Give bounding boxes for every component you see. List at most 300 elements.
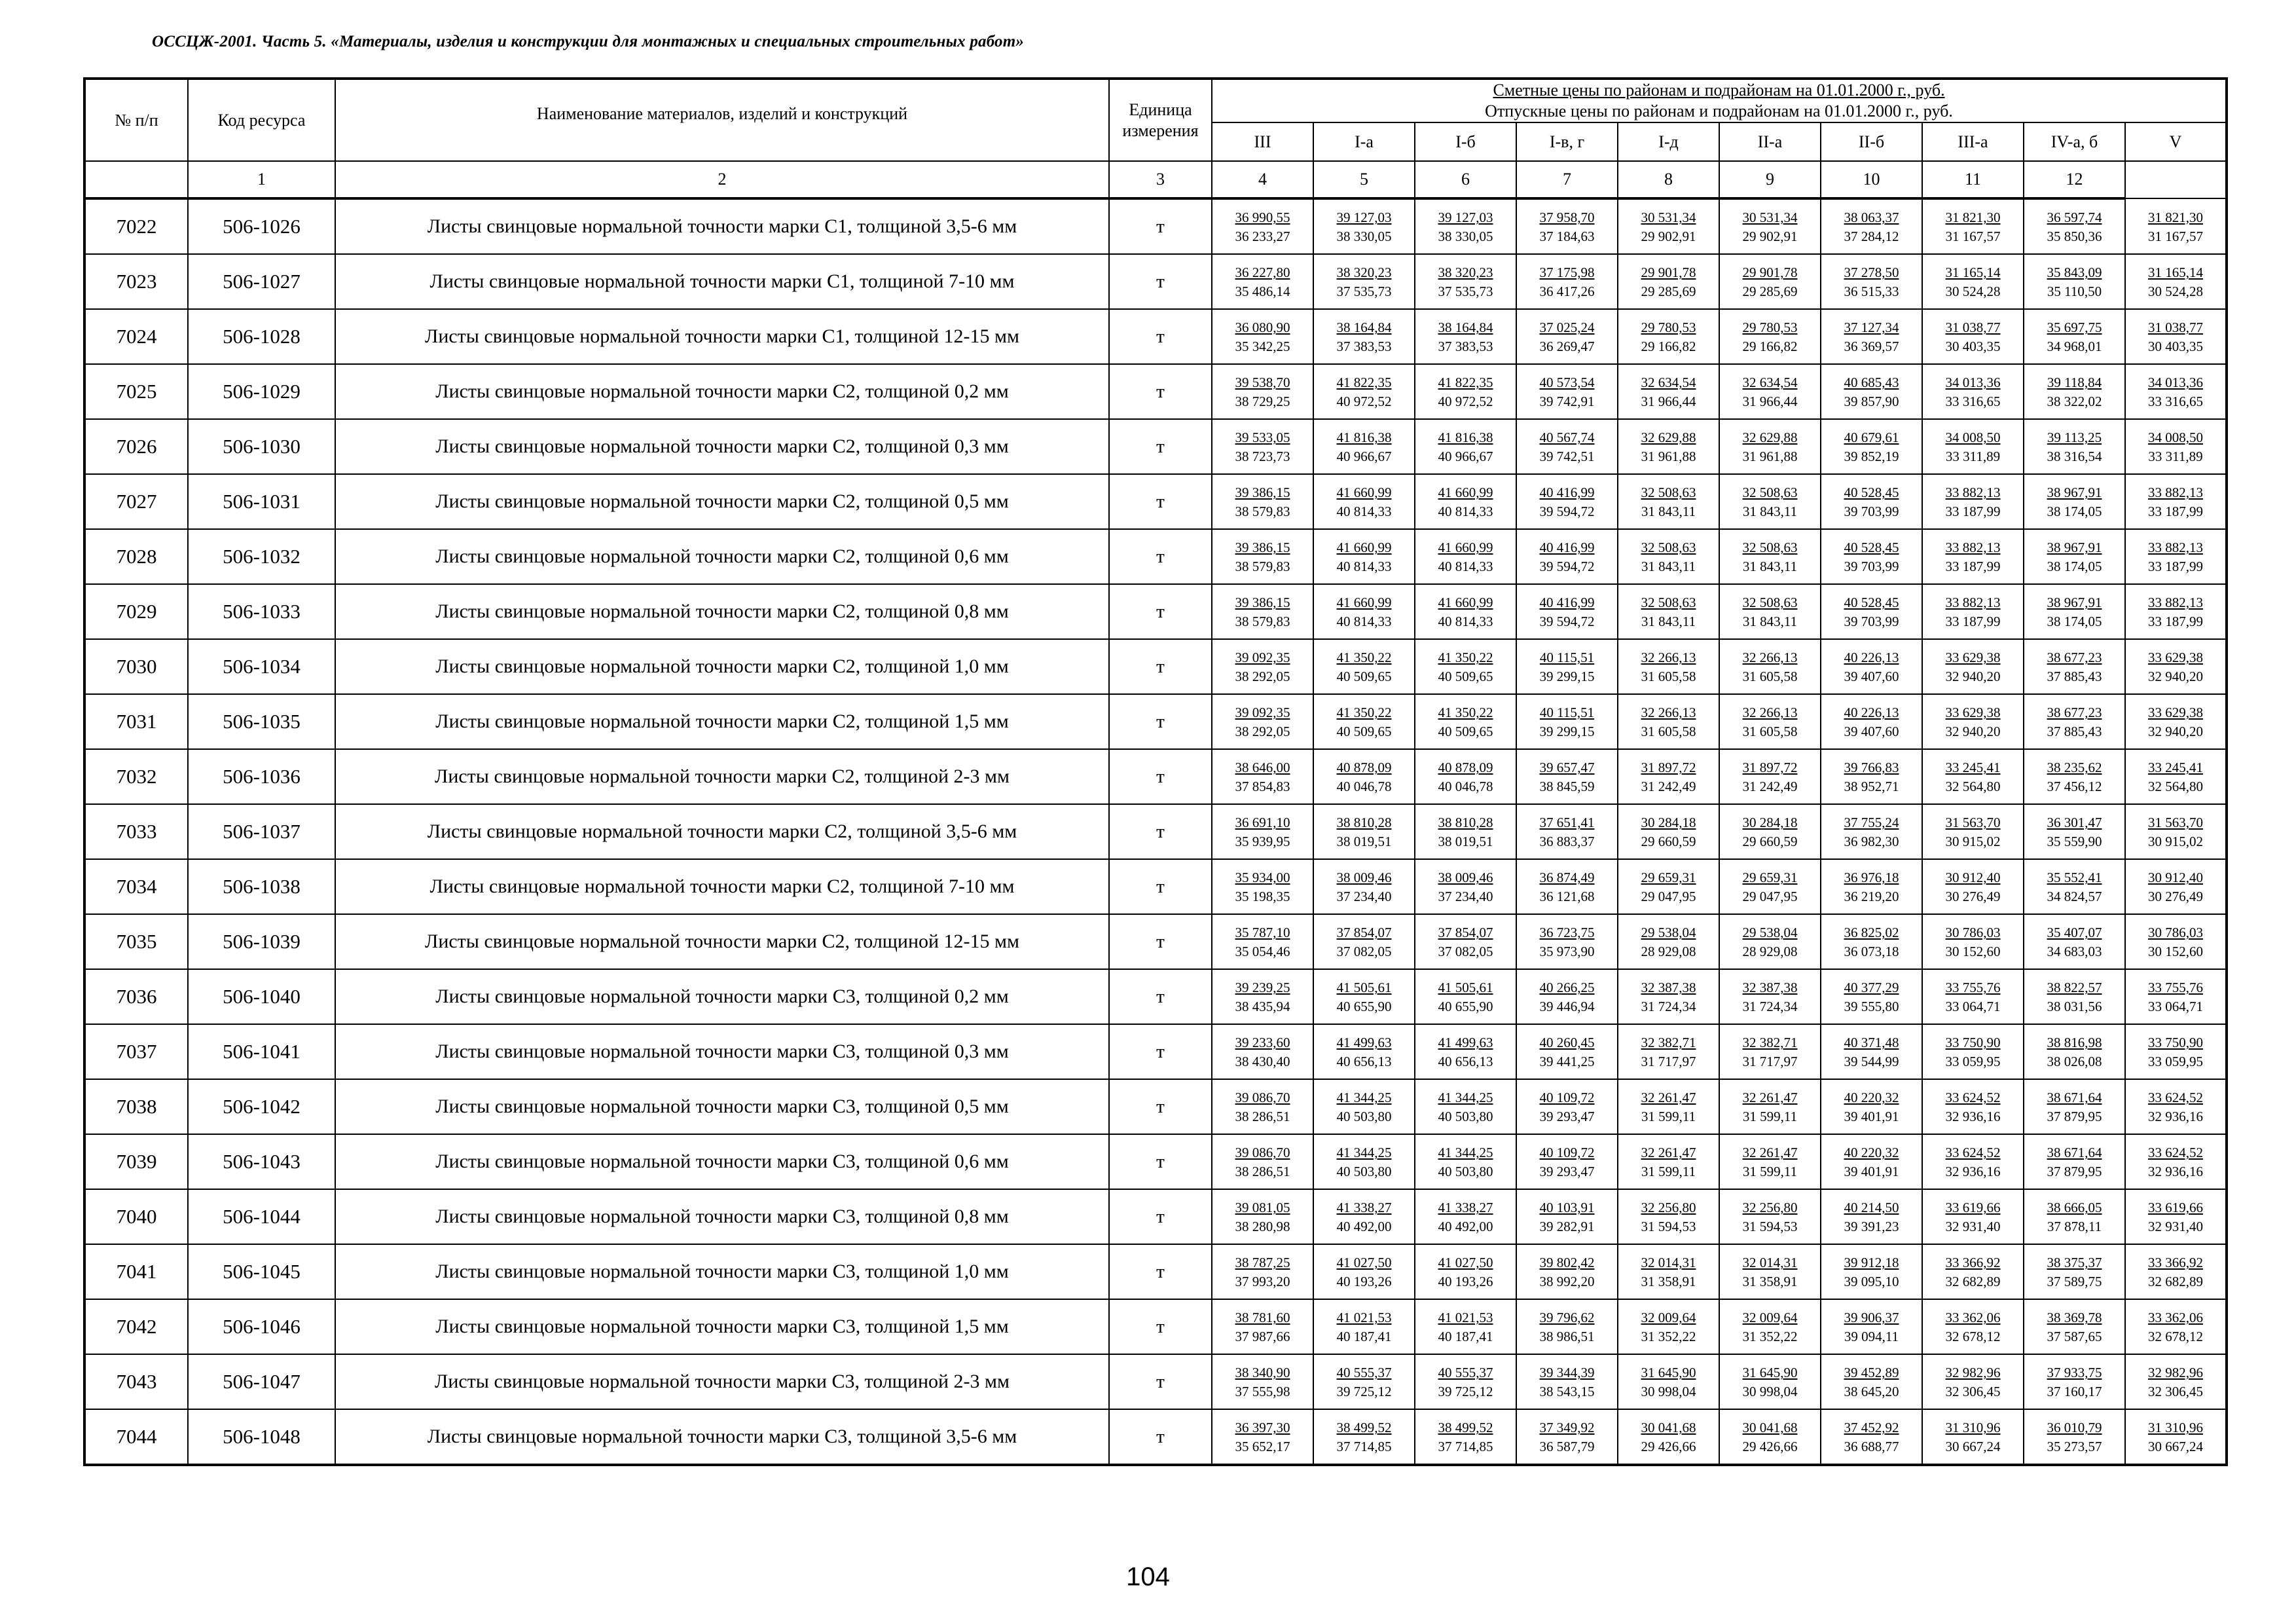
- region-header: III: [1212, 122, 1313, 161]
- header-no: № п/п: [84, 79, 188, 161]
- price-cell: [1415, 749, 1516, 804]
- material-name: Листы свинцовые нормальной точности марки С2, толщиной 7-10 мм: [335, 859, 1109, 914]
- release-price: 31 724,34: [1742, 999, 1798, 1014]
- price-cell: [1821, 1354, 1922, 1409]
- release-price: 40 972,52: [1336, 394, 1392, 409]
- estimate-price: 38 967,91: [2047, 540, 2102, 555]
- price-cell: [1922, 1409, 2024, 1465]
- estimate-price: 41 027,50: [1438, 1255, 1493, 1270]
- release-price: 39 555,80: [1844, 999, 1899, 1014]
- release-price: 37 993,20: [1235, 1274, 1290, 1289]
- estimate-price: 34 008,50: [2148, 430, 2203, 445]
- resource-code: 506-1047: [188, 1354, 335, 1409]
- resource-code: 506-1032: [188, 529, 335, 584]
- price-cell: [1618, 474, 1719, 529]
- price-cell: [1922, 749, 2024, 804]
- estimate-price: 32 508,63: [1742, 595, 1798, 610]
- column-number: 3: [1109, 161, 1212, 198]
- price-cell: [2125, 1354, 2227, 1409]
- release-price: 31 717,97: [1641, 1054, 1696, 1069]
- estimate-price: 39 657,47: [1539, 760, 1595, 775]
- estimate-price: 38 009,46: [1438, 870, 1493, 885]
- table-row: [84, 1299, 2227, 1354]
- release-price: 36 369,57: [1844, 339, 1899, 354]
- release-price: 30 667,24: [1945, 1439, 2001, 1454]
- release-price: 39 703,99: [1844, 504, 1899, 519]
- estimate-price: 35 787,10: [1235, 925, 1290, 940]
- price-cell: [1719, 639, 1821, 694]
- release-price: 40 656,13: [1438, 1054, 1493, 1069]
- release-price: 29 047,95: [1641, 889, 1696, 904]
- measure-unit: т: [1109, 914, 1212, 969]
- release-price: 32 936,16: [1945, 1164, 2001, 1179]
- price-cell: [2125, 1409, 2227, 1465]
- price-cell: [1618, 804, 1719, 859]
- estimate-price: 31 645,90: [1742, 1365, 1798, 1380]
- measure-unit: т: [1109, 1024, 1212, 1079]
- price-cell: [2125, 254, 2227, 309]
- price-cell: [1922, 1189, 2024, 1244]
- release-price: 40 193,26: [1438, 1274, 1493, 1289]
- estimate-price: 41 816,38: [1336, 430, 1392, 445]
- price-cell: [1618, 694, 1719, 749]
- release-price: 39 299,15: [1539, 669, 1595, 684]
- estimate-price: 30 041,68: [1641, 1420, 1696, 1435]
- release-price: 40 503,80: [1336, 1109, 1392, 1124]
- estimate-price: 38 646,00: [1235, 760, 1290, 775]
- release-price: 33 064,71: [2148, 999, 2203, 1014]
- price-cell: [1313, 1299, 1415, 1354]
- estimate-price: 38 499,52: [1438, 1420, 1493, 1435]
- price-cell: [1516, 969, 1618, 1024]
- header-code: Код ресурса: [188, 79, 335, 161]
- price-cell: [1922, 364, 2024, 419]
- estimate-price: 32 508,63: [1742, 540, 1798, 555]
- price-cell: [1719, 804, 1821, 859]
- release-price: 37 587,65: [2047, 1329, 2102, 1344]
- release-price: 31 843,11: [1742, 504, 1798, 519]
- release-price: 40 966,67: [1438, 449, 1493, 464]
- release-price: 34 968,01: [2047, 339, 2102, 354]
- release-price: 31 599,11: [1641, 1109, 1696, 1124]
- estimate-price: 38 781,60: [1235, 1310, 1290, 1325]
- region-header: V: [2125, 122, 2227, 161]
- price-cell: [1313, 694, 1415, 749]
- release-price: 37 885,43: [2047, 724, 2102, 739]
- price-cell: [1516, 804, 1618, 859]
- release-price: 31 843,11: [1742, 614, 1798, 629]
- price-cell: [1922, 419, 2024, 474]
- measure-unit: т: [1109, 1189, 1212, 1244]
- resource-code: 506-1037: [188, 804, 335, 859]
- estimate-price: 32 387,38: [1742, 980, 1798, 995]
- price-cell: [2024, 364, 2125, 419]
- resource-code: 506-1038: [188, 859, 335, 914]
- estimate-price: 33 755,76: [1945, 980, 2001, 995]
- row-number: 7043: [84, 1354, 188, 1409]
- price-cell: [1618, 198, 1719, 254]
- release-price: 33 316,65: [2148, 394, 2203, 409]
- price-cell: [1313, 1079, 1415, 1134]
- estimate-price: 33 362,06: [1945, 1310, 2001, 1325]
- price-cell: [2024, 1189, 2125, 1244]
- material-name: Листы свинцовые нормальной точности марки С1, толщиной 3,5-6 мм: [335, 198, 1109, 254]
- price-cell: [1719, 859, 1821, 914]
- price-cell: [1821, 914, 1922, 969]
- table-row: [84, 1244, 2227, 1299]
- estimate-price: 31 165,14: [2148, 265, 2203, 280]
- estimate-price: 32 014,31: [1641, 1255, 1696, 1270]
- price-cell: [1313, 1354, 1415, 1409]
- release-price: 33 187,99: [2148, 504, 2203, 519]
- release-price: 32 682,89: [2148, 1274, 2203, 1289]
- table-row: [84, 694, 2227, 749]
- price-cell: [1618, 1134, 1719, 1189]
- estimate-price: 38 164,84: [1336, 320, 1392, 335]
- price-cell: [2125, 1134, 2227, 1189]
- table-row: [84, 639, 2227, 694]
- release-price: 31 594,53: [1742, 1219, 1798, 1234]
- estimate-price: 39 127,03: [1336, 210, 1392, 225]
- release-price: 39 742,51: [1539, 449, 1595, 464]
- release-price: 31 966,44: [1742, 394, 1798, 409]
- release-price: 37 854,83: [1235, 779, 1290, 794]
- release-price: 38 645,20: [1844, 1384, 1899, 1399]
- estimate-price: 38 671,64: [2047, 1145, 2102, 1160]
- estimate-price: 39 086,70: [1235, 1145, 1290, 1160]
- price-cell: [1313, 804, 1415, 859]
- material-name: Листы свинцовые нормальной точности марки С3, толщиной 0,5 мм: [335, 1079, 1109, 1134]
- release-price: 33 187,99: [2148, 559, 2203, 574]
- price-cell: [1313, 419, 1415, 474]
- resource-code: 506-1035: [188, 694, 335, 749]
- release-price: 39 401,91: [1844, 1164, 1899, 1179]
- estimate-price: 39 127,03: [1438, 210, 1493, 225]
- estimate-price: 37 175,98: [1539, 265, 1595, 280]
- release-price: 30 403,35: [1945, 339, 2001, 354]
- price-cell: [1313, 969, 1415, 1024]
- release-price: 39 742,91: [1539, 394, 1595, 409]
- release-price: 31 717,97: [1742, 1054, 1798, 1069]
- price-cell: [1516, 639, 1618, 694]
- price-cell: [1212, 859, 1313, 914]
- price-cell: [1212, 749, 1313, 804]
- estimate-price: 40 878,09: [1438, 760, 1493, 775]
- price-cell: [2125, 1299, 2227, 1354]
- price-cell: [1313, 474, 1415, 529]
- estimate-price: 40 685,43: [1844, 375, 1899, 390]
- estimate-price: 36 825,02: [1844, 925, 1899, 940]
- table-row: [84, 914, 2227, 969]
- estimate-price: 40 371,48: [1844, 1035, 1899, 1050]
- table-row: [84, 1409, 2227, 1465]
- release-price: 38 026,08: [2047, 1054, 2102, 1069]
- estimate-price: 30 912,40: [1945, 870, 2001, 885]
- row-number: 7032: [84, 749, 188, 804]
- price-cell: [1618, 1354, 1719, 1409]
- column-number: 12: [2024, 161, 2125, 198]
- release-price: 40 187,41: [1438, 1329, 1493, 1344]
- release-price: 31 599,11: [1742, 1164, 1798, 1179]
- price-cell: [1821, 1079, 1922, 1134]
- price-cell: [1212, 1134, 1313, 1189]
- price-cell: [1719, 1134, 1821, 1189]
- release-price: 29 426,66: [1641, 1439, 1696, 1454]
- estimate-price: 37 349,92: [1539, 1420, 1595, 1435]
- release-price: 38 322,02: [2047, 394, 2102, 409]
- column-number: 6: [1415, 161, 1516, 198]
- release-price: 38 031,56: [2047, 999, 2102, 1014]
- price-cell: [1922, 309, 2024, 364]
- price-cell: [1516, 694, 1618, 749]
- price-cell: [1719, 309, 1821, 364]
- release-price: 37 555,98: [1235, 1384, 1290, 1399]
- estimate-price: 32 382,71: [1641, 1035, 1696, 1050]
- resource-code: 506-1033: [188, 584, 335, 639]
- price-cell: [1618, 419, 1719, 474]
- release-price: 32 564,80: [1945, 779, 2001, 794]
- release-price: 35 652,17: [1235, 1439, 1290, 1454]
- row-number: 7035: [84, 914, 188, 969]
- estimate-price: 32 982,96: [1945, 1365, 2001, 1380]
- column-number: 11: [1922, 161, 2024, 198]
- row-number: 7026: [84, 419, 188, 474]
- estimate-price: 39 233,60: [1235, 1035, 1290, 1050]
- price-cell: [1821, 1134, 1922, 1189]
- release-price: 39 094,11: [1844, 1329, 1899, 1344]
- resource-code: 506-1043: [188, 1134, 335, 1189]
- release-price: 31 358,91: [1742, 1274, 1798, 1289]
- row-number: 7023: [84, 254, 188, 309]
- estimate-price: 40 377,29: [1844, 980, 1899, 995]
- release-price: 40 655,90: [1438, 999, 1493, 1014]
- release-price: 39 407,60: [1844, 724, 1899, 739]
- estimate-price: 40 567,74: [1539, 430, 1595, 445]
- price-cell: [1618, 309, 1719, 364]
- release-price: 31 843,11: [1641, 504, 1696, 519]
- estimate-price: 41 344,25: [1336, 1090, 1392, 1105]
- release-price: 35 559,90: [2047, 834, 2102, 849]
- release-price: 39 293,47: [1539, 1109, 1595, 1124]
- release-price: 35 342,25: [1235, 339, 1290, 354]
- estimate-price: 40 109,72: [1539, 1090, 1595, 1105]
- price-cell: [1719, 474, 1821, 529]
- price-cell: [1415, 1024, 1516, 1079]
- price-cell: [1516, 859, 1618, 914]
- release-price: 29 166,82: [1641, 339, 1696, 354]
- price-cell: [1922, 804, 2024, 859]
- estimate-price: 30 041,68: [1742, 1420, 1798, 1435]
- estimate-price: 33 882,13: [2148, 595, 2203, 610]
- estimate-price: 40 220,32: [1844, 1145, 1899, 1160]
- release-price: 31 352,22: [1742, 1329, 1798, 1344]
- release-price: 36 121,68: [1539, 889, 1595, 904]
- price-cell: [1415, 694, 1516, 749]
- price-cell: [1212, 969, 1313, 1024]
- estimate-price: 36 990,55: [1235, 210, 1290, 225]
- estimate-price: 32 261,47: [1742, 1090, 1798, 1105]
- estimate-price: 37 933,75: [2047, 1365, 2102, 1380]
- price-cell: [2024, 1024, 2125, 1079]
- resource-code: 506-1031: [188, 474, 335, 529]
- estimate-price: 33 624,52: [1945, 1145, 2001, 1160]
- price-cell: [1821, 474, 1922, 529]
- price-cell: [2024, 529, 2125, 584]
- price-cell: [1415, 1079, 1516, 1134]
- release-price: 35 054,46: [1235, 944, 1290, 959]
- measure-unit: т: [1109, 584, 1212, 639]
- estimate-price: 37 854,07: [1336, 925, 1392, 940]
- estimate-price: 36 301,47: [2047, 815, 2102, 830]
- price-cell: [1922, 1134, 2024, 1189]
- estimate-price: 38 810,28: [1438, 815, 1493, 830]
- table-row: [84, 749, 2227, 804]
- release-price: 30 998,04: [1641, 1384, 1696, 1399]
- estimate-price: 33 750,90: [2148, 1035, 2203, 1050]
- price-cell: [1313, 1189, 1415, 1244]
- estimate-price: 33 882,13: [2148, 540, 2203, 555]
- resource-code: 506-1026: [188, 198, 335, 254]
- release-price: 38 543,15: [1539, 1384, 1595, 1399]
- price-cell: [1821, 859, 1922, 914]
- release-price: 37 878,11: [2047, 1219, 2102, 1234]
- estimate-price: 38 164,84: [1438, 320, 1493, 335]
- estimate-price: 30 912,40: [2148, 870, 2203, 885]
- release-price: 30 152,60: [1945, 944, 2001, 959]
- price-cell: [1922, 1079, 2024, 1134]
- price-cell: [1313, 254, 1415, 309]
- estimate-price: 36 874,49: [1539, 870, 1595, 885]
- resource-code: 506-1039: [188, 914, 335, 969]
- estimate-price: 39 386,15: [1235, 540, 1290, 555]
- estimate-price: 38 822,57: [2047, 980, 2102, 995]
- material-name: Листы свинцовые нормальной точности марки С3, толщиной 0,8 мм: [335, 1189, 1109, 1244]
- estimate-price: 32 009,64: [1641, 1310, 1696, 1325]
- estimate-price: 33 882,13: [1945, 595, 2001, 610]
- measure-unit: т: [1109, 254, 1212, 309]
- column-number: 8: [1618, 161, 1719, 198]
- price-cell: [1212, 364, 1313, 419]
- price-table: [83, 77, 2228, 1466]
- release-price: 32 936,16: [2148, 1164, 2203, 1179]
- price-cell: [1618, 1299, 1719, 1354]
- price-cell: [1212, 639, 1313, 694]
- price-cell: [1719, 969, 1821, 1024]
- price-cell: [2024, 969, 2125, 1024]
- estimate-price: 38 369,78: [2047, 1310, 2102, 1325]
- release-price: 37 714,85: [1336, 1439, 1392, 1454]
- release-price: 33 059,95: [1945, 1054, 2001, 1069]
- release-price: 29 660,59: [1742, 834, 1798, 849]
- release-price: 39 293,47: [1539, 1164, 1595, 1179]
- release-price: 29 285,69: [1742, 284, 1798, 299]
- price-cell: [1212, 584, 1313, 639]
- price-cell: [1719, 1244, 1821, 1299]
- release-price: 37 885,43: [2047, 669, 2102, 684]
- table-row: [84, 1134, 2227, 1189]
- resource-code: 506-1042: [188, 1079, 335, 1134]
- price-cell: [1821, 198, 1922, 254]
- material-name: Листы свинцовые нормальной точности марки С2, толщиной 1,0 мм: [335, 639, 1109, 694]
- estimate-price: 31 038,77: [2148, 320, 2203, 335]
- region-header: I-а: [1313, 122, 1415, 161]
- material-name: Листы свинцовые нормальной точности марки С1, толщиной 12-15 мм: [335, 309, 1109, 364]
- price-cell: [1618, 1079, 1719, 1134]
- release-price: 40 193,26: [1336, 1274, 1392, 1289]
- row-number: 7038: [84, 1079, 188, 1134]
- price-cell: [1516, 749, 1618, 804]
- estimate-price: 41 505,61: [1438, 980, 1493, 995]
- estimate-price: 33 366,92: [1945, 1255, 2001, 1270]
- release-price: 38 330,05: [1438, 229, 1493, 244]
- material-name: Листы свинцовые нормальной точности марки С3, толщиной 0,3 мм: [335, 1024, 1109, 1079]
- release-price: 31 843,11: [1641, 614, 1696, 629]
- row-number: 7044: [84, 1409, 188, 1465]
- column-number: 10: [1821, 161, 1922, 198]
- column-number: 9: [1719, 161, 1821, 198]
- estimate-price: 40 214,50: [1844, 1200, 1899, 1215]
- release-price: 33 187,99: [1945, 614, 2001, 629]
- estimate-price: 40 528,45: [1844, 595, 1899, 610]
- estimate-price: 35 407,07: [2047, 925, 2102, 940]
- release-price: 36 688,77: [1844, 1439, 1899, 1454]
- material-name: Листы свинцовые нормальной точности марки С2, толщиной 1,5 мм: [335, 694, 1109, 749]
- release-price: 31 605,58: [1641, 724, 1696, 739]
- estimate-price: 39 452,89: [1844, 1365, 1899, 1380]
- region-header: II-а: [1719, 122, 1821, 161]
- estimate-price: 38 816,98: [2047, 1035, 2102, 1050]
- release-price: 37 383,53: [1336, 339, 1392, 354]
- price-cell: [1922, 694, 2024, 749]
- release-price: 39 857,90: [1844, 394, 1899, 409]
- release-price: 38 019,51: [1438, 834, 1493, 849]
- estimate-price: 40 226,13: [1844, 705, 1899, 720]
- price-cell: [1212, 1189, 1313, 1244]
- price-cell: [1922, 1024, 2024, 1079]
- estimate-price: 33 882,13: [1945, 485, 2001, 500]
- header-name: Наименование материалов, изделий и конструкций: [335, 79, 1109, 161]
- resource-code: 506-1041: [188, 1024, 335, 1079]
- caption-estimate: Сметные цены по районам и подрайонам на 01.01.2000 г., руб.: [1493, 81, 1945, 100]
- region-header: II-б: [1821, 122, 1922, 161]
- estimate-price: 40 220,32: [1844, 1090, 1899, 1105]
- estimate-price: 33 755,76: [2148, 980, 2203, 995]
- release-price: 40 509,65: [1336, 724, 1392, 739]
- price-cell: [1618, 639, 1719, 694]
- release-price: 34 683,03: [2047, 944, 2102, 959]
- release-price: 38 174,05: [2047, 504, 2102, 519]
- estimate-price: 33 624,52: [1945, 1090, 2001, 1105]
- measure-unit: т: [1109, 1354, 1212, 1409]
- measure-unit: т: [1109, 198, 1212, 254]
- release-price: 36 073,18: [1844, 944, 1899, 959]
- region-header: I-б: [1415, 122, 1516, 161]
- release-price: 31 843,11: [1742, 559, 1798, 574]
- measure-unit: т: [1109, 1299, 1212, 1354]
- release-price: 34 824,57: [2047, 889, 2102, 904]
- price-cell: [1313, 1024, 1415, 1079]
- estimate-price: 38 677,23: [2047, 650, 2102, 665]
- estimate-price: 32 009,64: [1742, 1310, 1798, 1325]
- price-cell: [2024, 419, 2125, 474]
- release-price: 38 316,54: [2047, 449, 2102, 464]
- column-number-blank: [84, 161, 188, 198]
- estimate-price: 38 375,37: [2047, 1255, 2102, 1270]
- price-cell: [1719, 254, 1821, 309]
- row-number: 7033: [84, 804, 188, 859]
- price-cell: [1313, 749, 1415, 804]
- estimate-price: 31 310,96: [2148, 1420, 2203, 1435]
